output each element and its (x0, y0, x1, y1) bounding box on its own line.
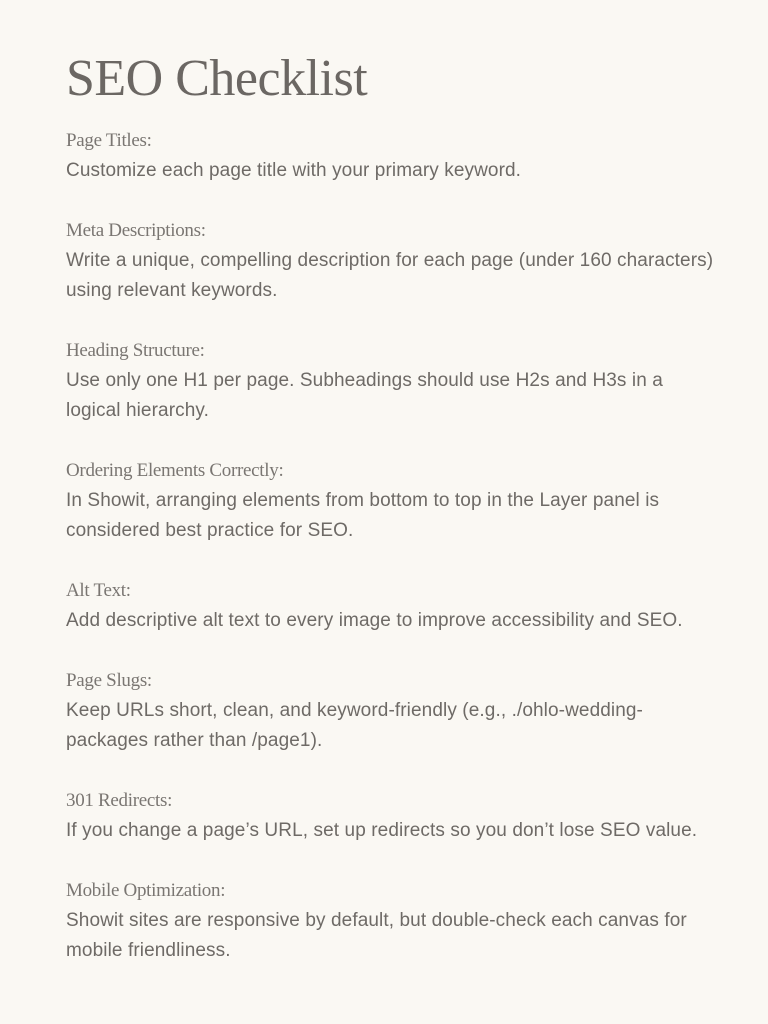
section-mobile-optimization (66, 876, 720, 966)
section-body: Use only one H1 per page. Subheadings should use H2s and H3s in a logical hierarchy. (66, 370, 663, 421)
section-body: Showit sites are responsive by default, but double-check each canvas for mobile friendliness. (66, 910, 687, 961)
section-heading: Mobile Optimization: (66, 880, 226, 901)
section-body: Write a unique, compelling description for each page (under 160 characters) using relevant keywords. (66, 250, 714, 301)
section-heading: Page Titles: (66, 130, 152, 151)
section-heading: 301 Redirects: (66, 790, 173, 811)
section-meta-descriptions (66, 216, 720, 306)
section-body: If you change a page’s URL, set up redirects so you don’t lose SEO value. (66, 820, 698, 841)
section-page-titles (66, 126, 720, 186)
section-heading-structure (66, 336, 720, 426)
section-body: In Showit, arranging elements from bottom to top in the Layer panel is considered best practice for SEO. (66, 490, 660, 541)
page-title: SEO Checklist (66, 50, 368, 107)
section-body: Customize each page title with your primary keyword. (66, 160, 522, 181)
section-page-slugs (66, 666, 720, 756)
section-heading: Alt Text: (66, 580, 131, 601)
section-body: Keep URLs short, clean, and keyword-friendly (e.g., ./ohlo-wedding-packages rather than /page1). (66, 700, 643, 751)
section-heading: Meta Descriptions: (66, 220, 206, 241)
section-heading: Heading Structure: (66, 340, 205, 361)
section-ordering-elements (66, 456, 720, 546)
section-heading: Ordering Elements Correctly: (66, 460, 284, 481)
section-alt-text (66, 576, 720, 636)
section-body: Add descriptive alt text to every image to improve accessibility and SEO. (66, 610, 683, 631)
section-heading: Page Slugs: (66, 670, 152, 691)
section-301-redirects (66, 786, 720, 846)
